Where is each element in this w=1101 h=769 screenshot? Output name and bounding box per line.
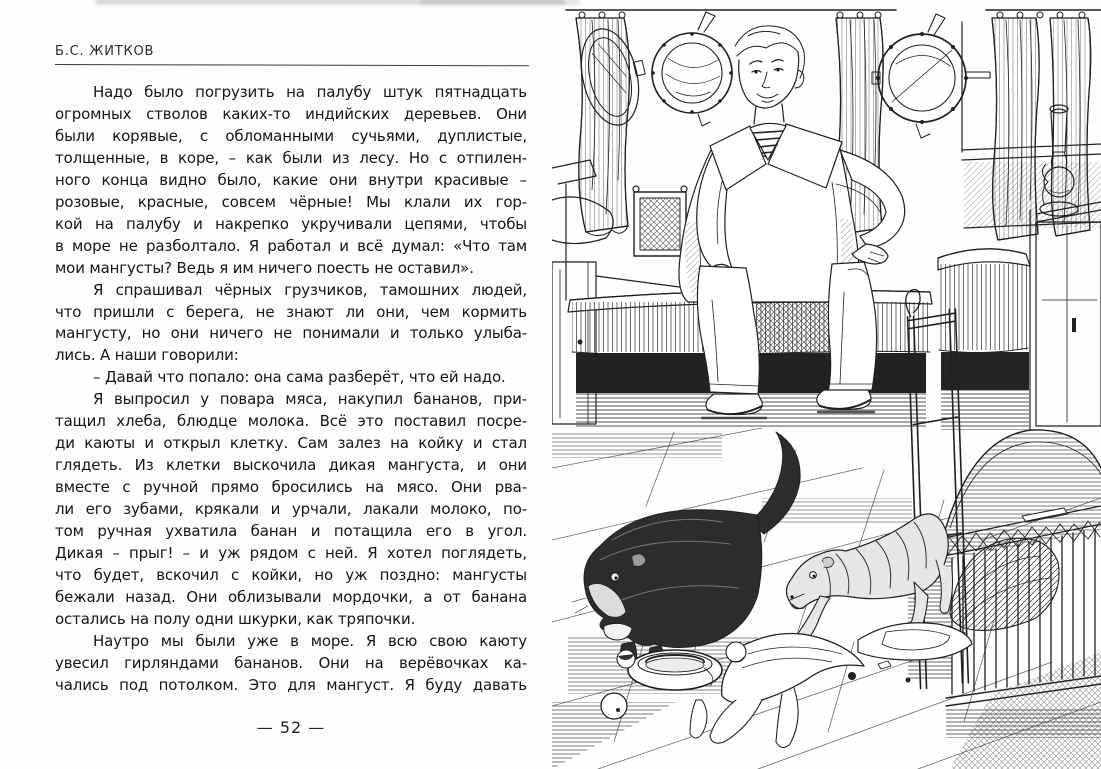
text-line: чались под потолком. Это для мангуст. Я буду давать [55, 675, 527, 694]
text-line: в море не разболтало. Я работал и всё думал: «Что там [55, 236, 527, 255]
curtain-left [576, 18, 629, 236]
header-rule [55, 64, 529, 66]
text-line: бежали назад. Они облизывали мордочки, а от банана [55, 587, 527, 606]
text-line: что пришли с берега, не знают ли они, чем кормить [55, 302, 527, 321]
text-line: тащил хлеба, блюдце молока. Всё это поставил посре- [55, 412, 527, 431]
text-line: кой на палубу и накрепко укручивали цепями, чтобы [55, 214, 527, 233]
text-line: ного конца видно было, какие они внутри красивые – [55, 170, 527, 189]
story-text [55, 82, 527, 697]
page-number: — 52 — [256, 718, 326, 737]
text-line: ди каюты и открыл клетку. Сам залез на койку и стал [55, 434, 527, 453]
text-line: Я спрашивал чёрных грузчиков, тамошних людей, [93, 280, 527, 299]
nightstand [1036, 202, 1101, 426]
text-line: ли его зубами, крякали и урчали, лакали молоко, по- [55, 500, 527, 519]
text-line: толщенные, в коре, – как были из лесу. Но с отпилен- [55, 148, 527, 167]
text-line: были корявые, с обломанными сучьями, дуплистые, [55, 126, 527, 145]
text-line: Дикая – прыг! – и уж рядом с ней. Я хотел поглядеть, [55, 544, 527, 563]
text-line: увесил гирляндами бананов. Они на верёвочках ка- [55, 653, 527, 672]
chair-lattice-back [633, 186, 687, 256]
text-line: мои мангусты? Ведь я им ничего поесть не оставил». [55, 258, 474, 277]
text-line: розовые, красные, совсем чёрные! Мы клали их гор- [55, 192, 527, 211]
text-line: – Давай что попало: она сама разберёт, что ей надо. [93, 368, 506, 387]
text-line: лись. А наши говорили: [55, 346, 239, 365]
text-line: Надо было погрузить на палубу штук пятнадцать [93, 83, 527, 101]
text-line: вместе с ручной прямо бросились на мясо. Они рва- [55, 478, 527, 497]
text-line: глядеть. Из клетки выскочила дикая мангуста, и они [55, 456, 527, 475]
text-line: остались на полу одни шкурки, как тряпочки. [55, 609, 416, 628]
porthole-center [651, 12, 733, 126]
text-line: мангусту, но они ничего не понимали и только улыба- [55, 324, 527, 343]
text-line: Я выпросил у повара мяса, накупил бананов, при- [93, 390, 527, 409]
author-running-title: Б.С. ЖИТКОВ [55, 44, 155, 59]
porthole-right [872, 14, 990, 138]
mongoose-left [572, 432, 800, 668]
text-line: огромных стволов каких-то индийских деревьев. Они [55, 104, 527, 123]
text-line: Наутро мы были уже в море. Я всю свою каюту [93, 631, 527, 650]
cabin-illustration [552, 0, 1101, 769]
page-header [55, 44, 527, 65]
curtain-rod [566, 10, 1101, 18]
text-line: том ручная ухватила банан и потащила его в угол. [55, 522, 527, 541]
milk-bowl [628, 650, 722, 690]
text-line: что будет, вскочил с койки, но уж поздно: мангусты [55, 565, 527, 584]
